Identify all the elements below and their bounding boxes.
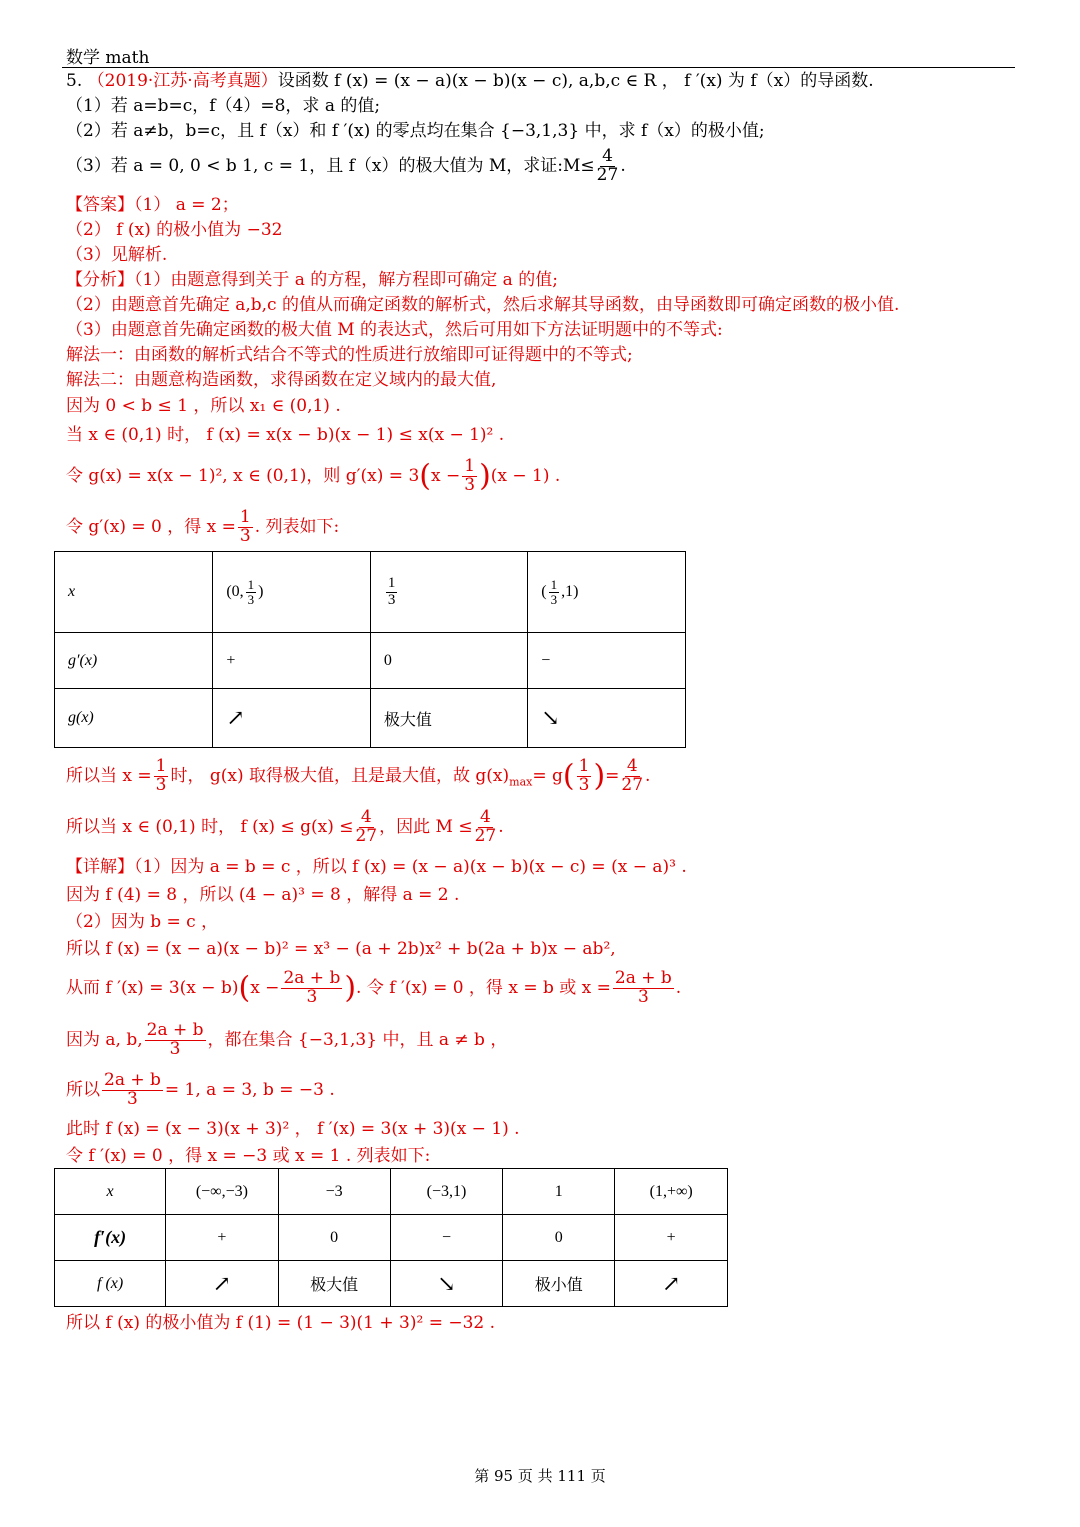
table-cell: + xyxy=(166,1215,278,1261)
table-cell: + xyxy=(615,1215,728,1261)
analysis-1: 【分析】（1）由题意得到关于 a 的方程，解方程即可确定 a 的值; xyxy=(66,270,558,290)
detail-7: 所以 $\frac{2a + b}{3}$ = 1, a = 3, b = −3 . xyxy=(66,1070,335,1109)
table-row xyxy=(55,633,686,689)
table-row xyxy=(55,689,686,748)
analysis-3: （3）由题意首先确定函数的极大值 M 的表达式，然后可用如下方法证明题中的不等式: xyxy=(66,320,723,340)
page-footer: 第 95 页 共 111 页 xyxy=(474,1467,606,1485)
header-rule xyxy=(62,67,1015,68)
table-cell: g(x) xyxy=(55,689,213,748)
frac-4-27: $\frac{4}{27}$ xyxy=(596,146,619,185)
problem-stem-line xyxy=(66,70,874,92)
step-2: 当 x ∈ (0,1) 时， f (x) = x(x − b)(x − 1) ≤ x(x − 1)² . xyxy=(66,425,505,445)
table-cell: f′(x) xyxy=(55,1215,166,1261)
table-cell: ( $\frac{1}{3}$ ,1) xyxy=(528,552,686,633)
question-1: （1）若 a=b=c，f（4）=8，求 a 的值; xyxy=(66,96,381,116)
table-cell: 极大值 xyxy=(278,1261,390,1307)
answer-2: （2） f (x) 的极小值为 −32 xyxy=(66,220,283,240)
method-1: 解法一：由函数的解析式结合不等式的性质进行放缩即可证得题中的不等式; xyxy=(66,345,633,365)
table-cell: (−∞,−3) xyxy=(166,1169,278,1215)
analysis-2: （2）由题意首先确定 a,b,c 的值从而确定函数的解析式，然后求解其导函数，由导函数即可确定函数的极小值. xyxy=(66,295,900,315)
step-3: 令 g(x) = x(x − 1)², x ∈ (0,1)，则 g′(x) = 3(x − $\frac{1}{3}$ )(x − 1) . xyxy=(66,456,561,495)
table-cell: (1,+∞) xyxy=(615,1169,728,1215)
detail-8: 此时 f (x) = (x − 3)(x + 3)² ， f ′(x) = 3(x + 3)(x − 1) . xyxy=(66,1119,520,1139)
table-row xyxy=(55,1215,728,1261)
table-cell: − xyxy=(390,1215,503,1261)
detail-3: （2）因为 b = c ， xyxy=(66,912,219,932)
detail-tag: 【详解】 xyxy=(66,857,134,877)
table-cell: −3 xyxy=(278,1169,390,1215)
question-2: （2）若 a≠b，b=c，且 f（x）和 f ′(x) 的零点均在集合 {−3,1,3} 中，求 f（x）的极小值; xyxy=(66,121,765,141)
header-subject: 数学 math xyxy=(66,48,150,68)
final-result: 所以 f (x) 的极小值为 f (1) = (1 − 3)(1 + 3)² = −32 . xyxy=(66,1313,496,1333)
table-cell: (0, $\frac{1}{3}$ ) xyxy=(213,552,371,633)
table-cell: + xyxy=(213,633,371,689)
table-row xyxy=(55,1261,728,1307)
detail-5: 从而 f ′(x) = 3(x − b)(x − $\frac{2a + b}{3}$ ). 令 f ′(x) = 0 ，得 x = b 或 x = $\frac{2a + b}{3}$ . xyxy=(66,968,682,1007)
table-cell: $\frac{1}{3}$ xyxy=(370,552,527,633)
detail-6: 因为 a, b, $\frac{2a + b}{3}$ ，都在集合 {−3,1,3} 中，且 a ≠ b ， xyxy=(66,1020,508,1059)
sign-table-f xyxy=(54,1168,728,1307)
detail-1: 【详解】（1）因为 a = b = c ，所以 f (x) = (x − a)(x − b)(x − c) = (x − a)³ . xyxy=(66,857,687,877)
table-cell: f (x) xyxy=(55,1261,166,1307)
table-row xyxy=(55,552,686,633)
answer-tag: 【答案】 xyxy=(66,195,134,215)
answer-3: （3）见解析. xyxy=(66,245,168,265)
detail-4: 所以 f (x) = (x − a)(x − b)² = x³ − (a + 2b)x² + b(2a + b)x − ab², xyxy=(66,939,616,959)
increasing-arrow-icon: ↗ xyxy=(615,1261,728,1307)
sign-table-g xyxy=(54,551,686,748)
increasing-arrow-icon: ↗ xyxy=(166,1261,278,1307)
decreasing-arrow-icon: ↘ xyxy=(390,1261,503,1307)
detail-9: 令 f ′(x) = 0 ，得 x = −3 或 x = 1 . 列表如下: xyxy=(66,1146,431,1166)
table-cell: g′(x) xyxy=(55,633,213,689)
problem-stem: 设函数 f (x) = (x − a)(x − b)(x − c), a,b,c ∈ R ， f ′(x) 为 f（x）的导函数. xyxy=(277,71,874,91)
table-cell: x xyxy=(55,552,213,633)
table-cell: 0 xyxy=(370,633,527,689)
table-row xyxy=(55,1169,728,1215)
table-cell: x xyxy=(55,1169,166,1215)
question-3-text: （3）若 a = 0, 0 < b 1, c = 1，且 f（x）的极大值为 M，求证:M≤ xyxy=(66,156,595,176)
method-2: 解法二：由题意构造函数，求得函数在定义域内的最大值, xyxy=(66,370,497,390)
table-cell: 0 xyxy=(278,1215,390,1261)
table-cell: 0 xyxy=(503,1215,615,1261)
increasing-arrow-icon: ↗ xyxy=(213,689,371,748)
table-cell: 1 xyxy=(503,1169,615,1215)
answer-1: 【答案】（1） a = 2； xyxy=(66,195,239,215)
table-cell: − xyxy=(528,633,686,689)
question-3: （3）若 a = 0, 0 < b 1, c = 1，且 f（x）的极大值为 M，求证:M≤ $\frac{4}{27}$ . xyxy=(66,146,626,185)
table-cell: (−3,1) xyxy=(390,1169,503,1215)
step-1: 因为 0 < b ≤ 1 ，所以 x₁ ∈ (0,1) . xyxy=(66,396,341,416)
conclusion-2: 所以当 x ∈ (0,1) 时， f (x) ≤ g(x) ≤ $\frac{4}{27}$ ，因此 M ≤ $\frac{4}{27}$ . xyxy=(66,807,504,846)
analysis-tag: 【分析】 xyxy=(66,270,134,290)
problem-number: 5. xyxy=(66,71,83,91)
table-cell: 极大值 xyxy=(370,689,527,748)
detail-2: 因为 f (4) = 8 ，所以 (4 − a)³ = 8 ，解得 a = 2 . xyxy=(66,885,460,905)
step-4: 令 g′(x) = 0 ，得 x = $\frac{1}{3}$ . 列表如下: xyxy=(66,507,340,546)
table-cell: 极小值 xyxy=(503,1261,615,1307)
decreasing-arrow-icon: ↘ xyxy=(528,689,686,748)
conclusion-1: 所以当 x = $\frac{1}{3}$ 时， g(x) 取得极大值，且是最大值，故 $g(x)_{max}= g$( $\frac{1}{3}$ )= $\frac{4}{27}$ . xyxy=(66,756,651,795)
problem-source: （2019·江苏·高考真题） xyxy=(87,71,278,91)
